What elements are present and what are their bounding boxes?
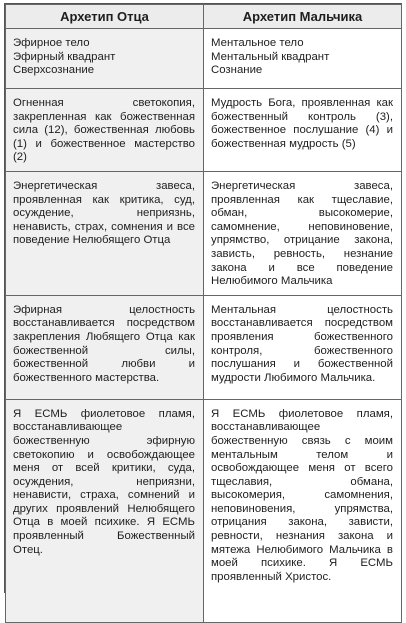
cell-line: Ментальное тело bbox=[211, 37, 304, 49]
archetype-table-frame bbox=[4, 3, 402, 593]
cell-father-veil bbox=[6, 171, 204, 295]
table-row bbox=[6, 295, 402, 399]
header-father-archetype: Архетип Отца bbox=[6, 5, 204, 29]
cell-boy-veil bbox=[204, 171, 402, 295]
cell-father-integrity bbox=[6, 295, 204, 399]
cell-text: Эфирная целостность восстанавливается посредством закрепления Любящего Отца как божественной силы, божественной любви и божественного мастерства. bbox=[13, 303, 195, 384]
cell-father-blueprint bbox=[6, 89, 204, 172]
cell-text: Ментальная целостность восстанавливается посредством проявления божественного контроля, божественного послушания и божественной мудрости Любимого Мальчика. bbox=[211, 303, 393, 384]
cell-line: Ментальный квадрант bbox=[211, 50, 330, 63]
cell-father-bodies bbox=[6, 29, 204, 89]
cell-line: Эфирное тело bbox=[13, 37, 90, 49]
cell-text: Мудрость Бога, проявленная как божественный контроль (3), божественное послушание (4) и божественная мудрость (5) bbox=[211, 97, 393, 150]
cell-text: Я ЕСМЬ фиолетовое пламя, восстанавливающее божественную эфирную светокопию и освобождающее меня от всей критики, суда, осуждения, неприязни, ненависти, страха, сомнений и других проявлений Нелюбящего Отца в моей психике. Я ЕСМЬ проявленный Божественный Отец. bbox=[13, 407, 195, 556]
cell-boy-integrity bbox=[204, 295, 402, 399]
cell-line: Эфирный квадрант bbox=[13, 50, 116, 63]
cell-text: Я ЕСМЬ фиолетовое пламя, восстанавливающее божественную связь с моим ментальным телом и освобождающее меня от всего тщеславия, обмана, высокомерия, самомнения, неповиновения, упрямства, отрицания закона, зависти, ревности, незнания закона и мятежа Нелюбимого Мальчика в моей психике. Я ЕСМЬ проявленный Христос. bbox=[211, 407, 393, 583]
cell-boy-bodies bbox=[204, 29, 402, 89]
cell-text: Энергетическая завеса, проявленная как критика, суд, осуждение, неприязнь, ненависть, страх, сомнения и все поведение Нелюбящего Отца bbox=[13, 179, 195, 247]
table-header-row bbox=[6, 5, 402, 29]
cell-line: Сознание bbox=[211, 64, 263, 77]
table-row bbox=[6, 399, 402, 622]
cell-boy-decree bbox=[204, 399, 402, 622]
cell-text: Энергетическая завеса, проявленная как тщеславие, обман, высокомерие, самомнение, неповиновение, упрямство, отрицание закона, зависть, ревность, незнание закона и все поведение Нелюбимого Мальчика bbox=[211, 179, 393, 288]
table-row bbox=[6, 89, 402, 172]
table-row bbox=[6, 171, 402, 295]
table-row bbox=[6, 29, 402, 89]
header-boy-archetype: Архетип Мальчика bbox=[204, 5, 402, 29]
cell-boy-blueprint bbox=[204, 89, 402, 172]
cell-line: Сверхсознание bbox=[13, 64, 95, 77]
archetype-comparison-table bbox=[5, 4, 402, 623]
cell-father-decree bbox=[6, 399, 204, 622]
cell-text: Огненная светокопия, закрепленная как божественная сила (12), божественная любовь (1) и божественное мастерство (2) bbox=[13, 97, 195, 164]
